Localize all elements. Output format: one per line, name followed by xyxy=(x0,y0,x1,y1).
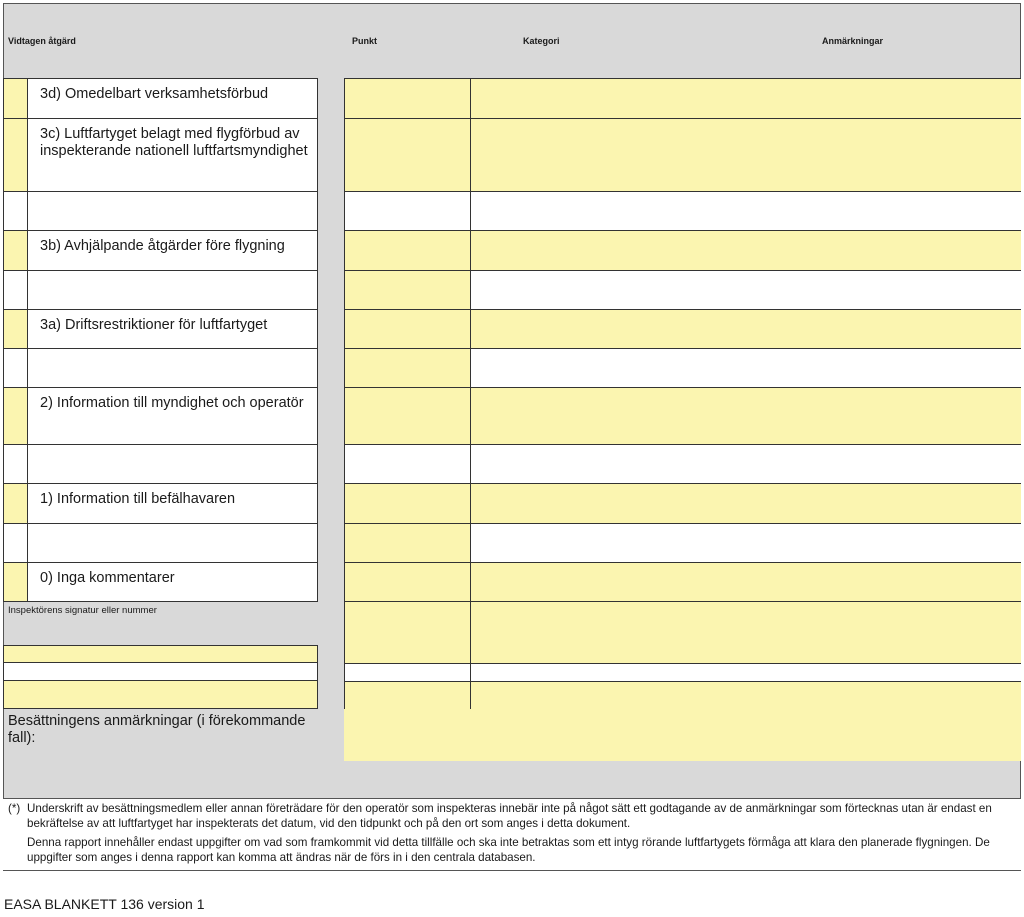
point-cell[interactable] xyxy=(344,444,471,483)
action-checkbox[interactable] xyxy=(4,192,28,230)
remarks-cell[interactable] xyxy=(471,348,1021,387)
point-cell[interactable] xyxy=(344,681,471,709)
point-cell[interactable] xyxy=(344,78,471,118)
point-cell[interactable] xyxy=(344,309,471,348)
remarks-cell[interactable] xyxy=(471,663,1021,681)
footer-divider xyxy=(3,870,1021,871)
action-row xyxy=(3,483,318,524)
point-cell[interactable] xyxy=(344,348,471,387)
action-checkbox[interactable] xyxy=(4,445,28,483)
remarks-cell[interactable] xyxy=(471,444,1021,483)
remarks-cell[interactable] xyxy=(471,78,1021,118)
remarks-cell[interactable] xyxy=(471,230,1021,270)
action-row xyxy=(3,387,318,445)
action-checkbox[interactable] xyxy=(4,388,28,444)
action-checkbox[interactable] xyxy=(4,484,28,523)
remarks-cell[interactable] xyxy=(471,681,1021,709)
remarks-cell[interactable] xyxy=(471,601,1021,663)
point-cell[interactable] xyxy=(344,483,471,523)
remarks-cell[interactable] xyxy=(471,387,1021,444)
point-cell[interactable] xyxy=(344,270,471,309)
remarks-cell[interactable] xyxy=(471,523,1021,562)
action-checkbox[interactable] xyxy=(4,79,28,118)
footnote-text-2: Denna rapport innehåller endast uppgifter om vad som framkommit vid detta tillfälle och ska inte betraktas som ett intyg rörande luftfartygets förmåga att klara den planerade flygningen. De uppgifter som anges i denna rapport kan komma att ändras när de förs in i den centrala databasen. xyxy=(27,836,990,864)
blank-row xyxy=(3,191,318,231)
remarks-cell[interactable] xyxy=(471,118,1021,191)
action-row xyxy=(3,309,318,349)
action-checkbox[interactable] xyxy=(4,524,28,562)
signature-field[interactable] xyxy=(3,645,318,663)
remarks-cell[interactable] xyxy=(471,483,1021,523)
point-cell[interactable] xyxy=(344,230,471,270)
signature-field-2[interactable] xyxy=(3,681,318,709)
blank-row xyxy=(3,444,318,484)
blank-row xyxy=(3,270,318,310)
remarks-cell[interactable] xyxy=(471,270,1021,309)
point-cell[interactable] xyxy=(344,118,471,191)
remarks-cell[interactable] xyxy=(471,562,1021,601)
action-row xyxy=(3,118,318,192)
header-remarks: Anmärkningar xyxy=(822,36,884,46)
action-label: 3c) Luftfartyget belagt med flygförbud av inspekterande nationell luftfartsmyndighet xyxy=(40,126,308,159)
action-label: 3a) Driftsrestriktioner för luftfartyget xyxy=(40,317,268,333)
remarks-cell[interactable] xyxy=(471,309,1021,348)
footnote-marker: (*) xyxy=(8,802,21,815)
action-checkbox[interactable] xyxy=(4,119,28,191)
point-cell[interactable] xyxy=(344,523,471,562)
point-cell[interactable] xyxy=(344,562,471,601)
action-checkbox[interactable] xyxy=(4,349,28,387)
point-cell[interactable] xyxy=(344,663,471,681)
remarks-cell[interactable] xyxy=(471,191,1021,230)
action-label: 1) Information till befälhavaren xyxy=(40,491,236,507)
point-cell[interactable] xyxy=(344,601,471,663)
header-action: Vidtagen åtgärd xyxy=(8,36,76,46)
action-label: 3d) Omedelbart verksamhetsförbud xyxy=(40,86,269,102)
blank-row xyxy=(3,348,318,388)
signature-label: Inspektörens signatur eller nummer xyxy=(8,605,157,616)
action-row xyxy=(3,78,318,119)
action-label: 2) Information till myndighet och operatör xyxy=(40,395,304,411)
action-label: 3b) Avhjälpande åtgärder före flygning xyxy=(40,238,285,254)
header-point: Punkt xyxy=(352,36,378,46)
point-cell[interactable] xyxy=(344,387,471,444)
action-checkbox[interactable] xyxy=(4,310,28,348)
footnote-text-1: Underskrift av besättningsmedlem eller annan företrädare för den operatör som inspekteras innebär inte på något sätt ett godtagande av de anmärkningar som förtecknas utan är endast en bekräftelse av att luftfartyget har inspekterats det datum, vid den tidpunkt och på den ort som anges i detta dokument. xyxy=(27,802,992,830)
action-row xyxy=(3,230,318,271)
form-id: EASA BLANKETT 136 version 1 xyxy=(4,896,205,912)
action-checkbox[interactable] xyxy=(4,271,28,309)
crew-remarks-label: Besättningens anmärkningar (i förekommande fall): xyxy=(8,713,306,746)
action-checkbox[interactable] xyxy=(4,231,28,270)
point-cell[interactable] xyxy=(344,191,471,230)
header-category: Kategori xyxy=(523,36,560,46)
blank-row xyxy=(3,523,318,563)
action-row xyxy=(3,562,318,602)
action-label: 0) Inga kommentarer xyxy=(40,570,175,586)
signature-line[interactable] xyxy=(3,663,318,681)
action-checkbox[interactable] xyxy=(4,563,28,601)
crew-remarks-field[interactable] xyxy=(344,709,1021,761)
